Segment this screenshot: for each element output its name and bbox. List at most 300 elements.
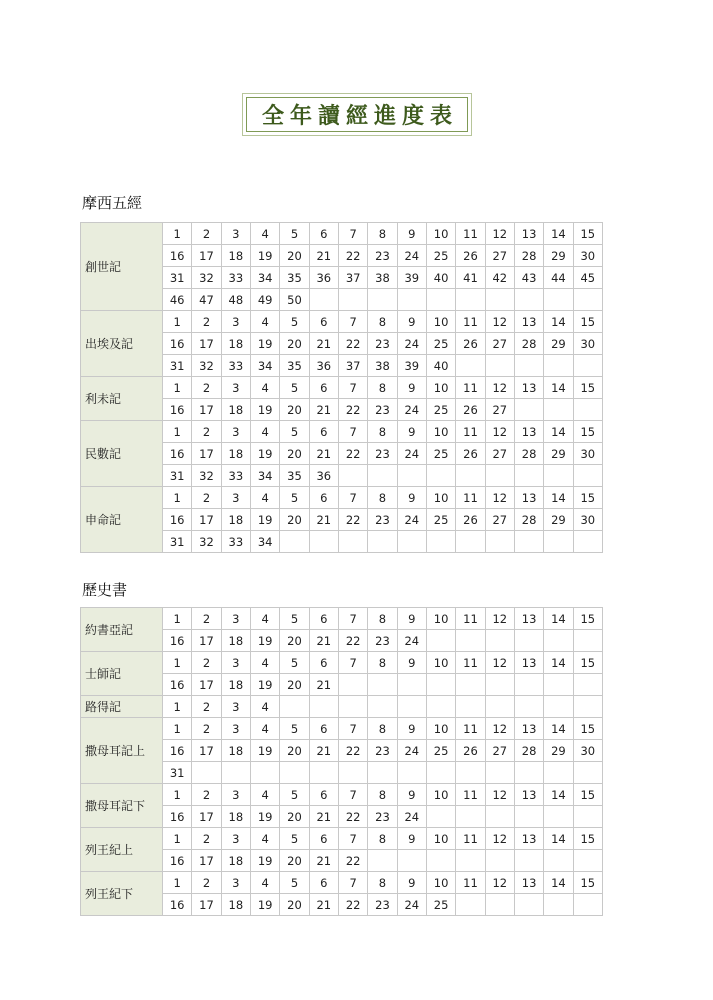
chapter-checkbox-cell[interactable]: 13 (514, 652, 543, 674)
chapter-checkbox-cell[interactable]: 8 (368, 652, 397, 674)
chapter-checkbox-cell[interactable]: 9 (397, 828, 426, 850)
chapter-checkbox-cell[interactable]: 4 (250, 828, 279, 850)
chapter-checkbox-cell[interactable]: 23 (368, 245, 397, 267)
chapter-checkbox-cell[interactable]: 7 (338, 872, 367, 894)
chapter-checkbox-cell[interactable]: 18 (221, 674, 250, 696)
chapter-checkbox-cell[interactable]: 16 (163, 509, 192, 531)
chapter-checkbox-cell[interactable]: 26 (456, 245, 485, 267)
chapter-checkbox-cell[interactable]: 29 (544, 333, 573, 355)
chapter-checkbox-cell[interactable]: 12 (485, 223, 514, 245)
chapter-checkbox-cell[interactable]: 15 (573, 784, 602, 806)
chapter-checkbox-cell[interactable]: 17 (192, 740, 221, 762)
chapter-checkbox-cell[interactable]: 29 (544, 245, 573, 267)
chapter-checkbox-cell[interactable]: 20 (280, 740, 309, 762)
chapter-checkbox-cell[interactable]: 26 (456, 333, 485, 355)
chapter-checkbox-cell[interactable]: 2 (192, 377, 221, 399)
chapter-checkbox-cell[interactable]: 28 (514, 443, 543, 465)
chapter-checkbox-cell[interactable]: 5 (280, 828, 309, 850)
chapter-checkbox-cell[interactable]: 22 (338, 894, 367, 916)
chapter-checkbox-cell[interactable]: 18 (221, 894, 250, 916)
chapter-checkbox-cell[interactable]: 15 (573, 652, 602, 674)
chapter-checkbox-cell[interactable]: 29 (544, 443, 573, 465)
chapter-checkbox-cell[interactable]: 14 (544, 377, 573, 399)
chapter-checkbox-cell[interactable]: 20 (280, 806, 309, 828)
chapter-checkbox-cell[interactable]: 6 (309, 872, 338, 894)
chapter-checkbox-cell[interactable]: 19 (250, 245, 279, 267)
chapter-checkbox-cell[interactable]: 31 (163, 762, 192, 784)
chapter-checkbox-cell[interactable]: 2 (192, 872, 221, 894)
chapter-checkbox-cell[interactable]: 27 (485, 333, 514, 355)
chapter-checkbox-cell[interactable]: 21 (309, 806, 338, 828)
chapter-checkbox-cell[interactable]: 21 (309, 399, 338, 421)
chapter-checkbox-cell[interactable]: 27 (485, 245, 514, 267)
chapter-checkbox-cell[interactable]: 34 (250, 465, 279, 487)
chapter-checkbox-cell[interactable]: 16 (163, 443, 192, 465)
chapter-checkbox-cell[interactable]: 34 (250, 355, 279, 377)
chapter-checkbox-cell[interactable]: 13 (514, 421, 543, 443)
chapter-checkbox-cell[interactable]: 2 (192, 696, 221, 718)
chapter-checkbox-cell[interactable]: 2 (192, 421, 221, 443)
chapter-checkbox-cell[interactable]: 10 (426, 784, 455, 806)
chapter-checkbox-cell[interactable]: 12 (485, 784, 514, 806)
chapter-checkbox-cell[interactable]: 28 (514, 509, 543, 531)
chapter-checkbox-cell[interactable]: 36 (309, 355, 338, 377)
chapter-checkbox-cell[interactable]: 3 (221, 718, 250, 740)
chapter-checkbox-cell[interactable]: 4 (250, 487, 279, 509)
chapter-checkbox-cell[interactable]: 35 (280, 465, 309, 487)
chapter-checkbox-cell[interactable]: 30 (573, 443, 602, 465)
chapter-checkbox-cell[interactable]: 5 (280, 718, 309, 740)
chapter-checkbox-cell[interactable]: 28 (514, 333, 543, 355)
chapter-checkbox-cell[interactable]: 9 (397, 872, 426, 894)
chapter-checkbox-cell[interactable]: 19 (250, 740, 279, 762)
chapter-checkbox-cell[interactable]: 6 (309, 421, 338, 443)
chapter-checkbox-cell[interactable]: 4 (250, 784, 279, 806)
chapter-checkbox-cell[interactable]: 3 (221, 696, 250, 718)
chapter-checkbox-cell[interactable]: 24 (397, 399, 426, 421)
chapter-checkbox-cell[interactable]: 24 (397, 894, 426, 916)
chapter-checkbox-cell[interactable]: 15 (573, 828, 602, 850)
chapter-checkbox-cell[interactable]: 1 (163, 487, 192, 509)
chapter-checkbox-cell[interactable]: 43 (514, 267, 543, 289)
chapter-checkbox-cell[interactable]: 11 (456, 652, 485, 674)
chapter-checkbox-cell[interactable]: 18 (221, 443, 250, 465)
chapter-checkbox-cell[interactable]: 3 (221, 784, 250, 806)
chapter-checkbox-cell[interactable]: 12 (485, 828, 514, 850)
chapter-checkbox-cell[interactable]: 11 (456, 223, 485, 245)
chapter-checkbox-cell[interactable]: 32 (192, 465, 221, 487)
chapter-checkbox-cell[interactable]: 8 (368, 828, 397, 850)
chapter-checkbox-cell[interactable]: 25 (426, 740, 455, 762)
chapter-checkbox-cell[interactable]: 18 (221, 333, 250, 355)
chapter-checkbox-cell[interactable]: 22 (338, 443, 367, 465)
chapter-checkbox-cell[interactable]: 22 (338, 630, 367, 652)
chapter-checkbox-cell[interactable]: 16 (163, 630, 192, 652)
chapter-checkbox-cell[interactable]: 7 (338, 718, 367, 740)
chapter-checkbox-cell[interactable]: 13 (514, 487, 543, 509)
chapter-checkbox-cell[interactable]: 21 (309, 850, 338, 872)
chapter-checkbox-cell[interactable]: 25 (426, 509, 455, 531)
chapter-checkbox-cell[interactable]: 30 (573, 245, 602, 267)
chapter-checkbox-cell[interactable]: 8 (368, 718, 397, 740)
chapter-checkbox-cell[interactable]: 30 (573, 509, 602, 531)
chapter-checkbox-cell[interactable]: 15 (573, 311, 602, 333)
chapter-checkbox-cell[interactable]: 28 (514, 740, 543, 762)
chapter-checkbox-cell[interactable]: 15 (573, 377, 602, 399)
chapter-checkbox-cell[interactable]: 23 (368, 399, 397, 421)
chapter-checkbox-cell[interactable]: 3 (221, 828, 250, 850)
chapter-checkbox-cell[interactable]: 10 (426, 828, 455, 850)
chapter-checkbox-cell[interactable]: 39 (397, 355, 426, 377)
chapter-checkbox-cell[interactable]: 4 (250, 608, 279, 630)
chapter-checkbox-cell[interactable]: 2 (192, 828, 221, 850)
chapter-checkbox-cell[interactable]: 17 (192, 333, 221, 355)
chapter-checkbox-cell[interactable]: 8 (368, 377, 397, 399)
chapter-checkbox-cell[interactable]: 20 (280, 850, 309, 872)
chapter-checkbox-cell[interactable]: 21 (309, 740, 338, 762)
chapter-checkbox-cell[interactable]: 45 (573, 267, 602, 289)
chapter-checkbox-cell[interactable]: 49 (250, 289, 279, 311)
chapter-checkbox-cell[interactable]: 20 (280, 509, 309, 531)
chapter-checkbox-cell[interactable]: 17 (192, 399, 221, 421)
chapter-checkbox-cell[interactable]: 19 (250, 399, 279, 421)
chapter-checkbox-cell[interactable]: 9 (397, 784, 426, 806)
chapter-checkbox-cell[interactable]: 30 (573, 740, 602, 762)
chapter-checkbox-cell[interactable]: 5 (280, 487, 309, 509)
chapter-checkbox-cell[interactable]: 14 (544, 652, 573, 674)
chapter-checkbox-cell[interactable]: 19 (250, 894, 279, 916)
chapter-checkbox-cell[interactable]: 24 (397, 509, 426, 531)
chapter-checkbox-cell[interactable]: 19 (250, 333, 279, 355)
chapter-checkbox-cell[interactable]: 26 (456, 399, 485, 421)
chapter-checkbox-cell[interactable]: 7 (338, 311, 367, 333)
chapter-checkbox-cell[interactable]: 33 (221, 465, 250, 487)
chapter-checkbox-cell[interactable]: 22 (338, 850, 367, 872)
chapter-checkbox-cell[interactable]: 16 (163, 894, 192, 916)
chapter-checkbox-cell[interactable]: 9 (397, 421, 426, 443)
chapter-checkbox-cell[interactable]: 6 (309, 784, 338, 806)
chapter-checkbox-cell[interactable]: 9 (397, 487, 426, 509)
chapter-checkbox-cell[interactable]: 6 (309, 377, 338, 399)
chapter-checkbox-cell[interactable]: 7 (338, 223, 367, 245)
chapter-checkbox-cell[interactable]: 1 (163, 223, 192, 245)
chapter-checkbox-cell[interactable]: 1 (163, 784, 192, 806)
chapter-checkbox-cell[interactable]: 10 (426, 487, 455, 509)
chapter-checkbox-cell[interactable]: 10 (426, 377, 455, 399)
chapter-checkbox-cell[interactable]: 19 (250, 630, 279, 652)
chapter-checkbox-cell[interactable]: 31 (163, 267, 192, 289)
chapter-checkbox-cell[interactable]: 17 (192, 850, 221, 872)
chapter-checkbox-cell[interactable]: 11 (456, 487, 485, 509)
chapter-checkbox-cell[interactable]: 5 (280, 421, 309, 443)
chapter-checkbox-cell[interactable]: 19 (250, 806, 279, 828)
chapter-checkbox-cell[interactable]: 14 (544, 223, 573, 245)
chapter-checkbox-cell[interactable]: 23 (368, 630, 397, 652)
chapter-checkbox-cell[interactable]: 12 (485, 608, 514, 630)
chapter-checkbox-cell[interactable]: 16 (163, 333, 192, 355)
chapter-checkbox-cell[interactable]: 32 (192, 531, 221, 553)
chapter-checkbox-cell[interactable]: 13 (514, 223, 543, 245)
chapter-checkbox-cell[interactable]: 17 (192, 509, 221, 531)
chapter-checkbox-cell[interactable]: 23 (368, 443, 397, 465)
chapter-checkbox-cell[interactable]: 35 (280, 267, 309, 289)
chapter-checkbox-cell[interactable]: 2 (192, 311, 221, 333)
chapter-checkbox-cell[interactable]: 9 (397, 718, 426, 740)
chapter-checkbox-cell[interactable]: 23 (368, 740, 397, 762)
chapter-checkbox-cell[interactable]: 19 (250, 443, 279, 465)
chapter-checkbox-cell[interactable]: 40 (426, 267, 455, 289)
chapter-checkbox-cell[interactable]: 16 (163, 674, 192, 696)
chapter-checkbox-cell[interactable]: 21 (309, 245, 338, 267)
chapter-checkbox-cell[interactable]: 5 (280, 223, 309, 245)
chapter-checkbox-cell[interactable]: 3 (221, 421, 250, 443)
chapter-checkbox-cell[interactable]: 25 (426, 245, 455, 267)
chapter-checkbox-cell[interactable]: 10 (426, 421, 455, 443)
chapter-checkbox-cell[interactable]: 23 (368, 806, 397, 828)
chapter-checkbox-cell[interactable]: 19 (250, 850, 279, 872)
chapter-checkbox-cell[interactable]: 12 (485, 652, 514, 674)
chapter-checkbox-cell[interactable]: 5 (280, 608, 309, 630)
chapter-checkbox-cell[interactable]: 11 (456, 872, 485, 894)
chapter-checkbox-cell[interactable]: 21 (309, 509, 338, 531)
chapter-checkbox-cell[interactable]: 18 (221, 399, 250, 421)
chapter-checkbox-cell[interactable]: 35 (280, 355, 309, 377)
chapter-checkbox-cell[interactable]: 11 (456, 784, 485, 806)
chapter-checkbox-cell[interactable]: 31 (163, 531, 192, 553)
chapter-checkbox-cell[interactable]: 17 (192, 674, 221, 696)
chapter-checkbox-cell[interactable]: 20 (280, 630, 309, 652)
chapter-checkbox-cell[interactable]: 19 (250, 509, 279, 531)
chapter-checkbox-cell[interactable]: 25 (426, 894, 455, 916)
chapter-checkbox-cell[interactable]: 20 (280, 399, 309, 421)
chapter-checkbox-cell[interactable]: 6 (309, 223, 338, 245)
chapter-checkbox-cell[interactable]: 2 (192, 223, 221, 245)
chapter-checkbox-cell[interactable]: 11 (456, 718, 485, 740)
chapter-checkbox-cell[interactable]: 15 (573, 487, 602, 509)
chapter-checkbox-cell[interactable]: 4 (250, 872, 279, 894)
chapter-checkbox-cell[interactable]: 4 (250, 377, 279, 399)
chapter-checkbox-cell[interactable]: 16 (163, 245, 192, 267)
chapter-checkbox-cell[interactable]: 7 (338, 421, 367, 443)
chapter-checkbox-cell[interactable]: 17 (192, 245, 221, 267)
chapter-checkbox-cell[interactable]: 15 (573, 872, 602, 894)
chapter-checkbox-cell[interactable]: 31 (163, 465, 192, 487)
chapter-checkbox-cell[interactable]: 24 (397, 245, 426, 267)
chapter-checkbox-cell[interactable]: 13 (514, 311, 543, 333)
chapter-checkbox-cell[interactable]: 33 (221, 267, 250, 289)
chapter-checkbox-cell[interactable]: 6 (309, 608, 338, 630)
chapter-checkbox-cell[interactable]: 14 (544, 487, 573, 509)
chapter-checkbox-cell[interactable]: 24 (397, 443, 426, 465)
chapter-checkbox-cell[interactable]: 41 (456, 267, 485, 289)
chapter-checkbox-cell[interactable]: 3 (221, 223, 250, 245)
chapter-checkbox-cell[interactable]: 37 (338, 355, 367, 377)
chapter-checkbox-cell[interactable]: 1 (163, 311, 192, 333)
chapter-checkbox-cell[interactable]: 29 (544, 740, 573, 762)
chapter-checkbox-cell[interactable]: 7 (338, 828, 367, 850)
chapter-checkbox-cell[interactable]: 8 (368, 608, 397, 630)
chapter-checkbox-cell[interactable]: 12 (485, 487, 514, 509)
chapter-checkbox-cell[interactable]: 10 (426, 311, 455, 333)
chapter-checkbox-cell[interactable]: 11 (456, 608, 485, 630)
chapter-checkbox-cell[interactable]: 10 (426, 223, 455, 245)
chapter-checkbox-cell[interactable]: 9 (397, 652, 426, 674)
chapter-checkbox-cell[interactable]: 13 (514, 377, 543, 399)
chapter-checkbox-cell[interactable]: 8 (368, 487, 397, 509)
chapter-checkbox-cell[interactable]: 18 (221, 509, 250, 531)
chapter-checkbox-cell[interactable]: 14 (544, 421, 573, 443)
chapter-checkbox-cell[interactable]: 3 (221, 608, 250, 630)
chapter-checkbox-cell[interactable]: 27 (485, 740, 514, 762)
chapter-checkbox-cell[interactable]: 10 (426, 608, 455, 630)
chapter-checkbox-cell[interactable]: 1 (163, 696, 192, 718)
chapter-checkbox-cell[interactable]: 8 (368, 223, 397, 245)
chapter-checkbox-cell[interactable]: 12 (485, 421, 514, 443)
chapter-checkbox-cell[interactable]: 10 (426, 872, 455, 894)
chapter-checkbox-cell[interactable]: 16 (163, 740, 192, 762)
chapter-checkbox-cell[interactable]: 14 (544, 828, 573, 850)
chapter-checkbox-cell[interactable]: 28 (514, 245, 543, 267)
chapter-checkbox-cell[interactable]: 34 (250, 267, 279, 289)
chapter-checkbox-cell[interactable]: 21 (309, 443, 338, 465)
chapter-checkbox-cell[interactable]: 22 (338, 399, 367, 421)
chapter-checkbox-cell[interactable]: 11 (456, 311, 485, 333)
chapter-checkbox-cell[interactable]: 12 (485, 718, 514, 740)
chapter-checkbox-cell[interactable]: 7 (338, 652, 367, 674)
chapter-checkbox-cell[interactable]: 6 (309, 311, 338, 333)
chapter-checkbox-cell[interactable]: 36 (309, 465, 338, 487)
chapter-checkbox-cell[interactable]: 4 (250, 311, 279, 333)
chapter-checkbox-cell[interactable]: 5 (280, 311, 309, 333)
chapter-checkbox-cell[interactable]: 8 (368, 311, 397, 333)
chapter-checkbox-cell[interactable]: 37 (338, 267, 367, 289)
chapter-checkbox-cell[interactable]: 46 (163, 289, 192, 311)
chapter-checkbox-cell[interactable]: 21 (309, 630, 338, 652)
chapter-checkbox-cell[interactable]: 21 (309, 674, 338, 696)
chapter-checkbox-cell[interactable]: 5 (280, 652, 309, 674)
chapter-checkbox-cell[interactable]: 2 (192, 652, 221, 674)
chapter-checkbox-cell[interactable]: 16 (163, 850, 192, 872)
chapter-checkbox-cell[interactable]: 27 (485, 443, 514, 465)
chapter-checkbox-cell[interactable]: 18 (221, 245, 250, 267)
chapter-checkbox-cell[interactable]: 1 (163, 421, 192, 443)
chapter-checkbox-cell[interactable]: 32 (192, 267, 221, 289)
chapter-checkbox-cell[interactable]: 18 (221, 850, 250, 872)
chapter-checkbox-cell[interactable]: 9 (397, 377, 426, 399)
chapter-checkbox-cell[interactable]: 22 (338, 509, 367, 531)
chapter-checkbox-cell[interactable]: 22 (338, 806, 367, 828)
chapter-checkbox-cell[interactable]: 2 (192, 718, 221, 740)
chapter-checkbox-cell[interactable]: 25 (426, 333, 455, 355)
chapter-checkbox-cell[interactable]: 3 (221, 652, 250, 674)
chapter-checkbox-cell[interactable]: 21 (309, 333, 338, 355)
chapter-checkbox-cell[interactable]: 1 (163, 652, 192, 674)
chapter-checkbox-cell[interactable]: 34 (250, 531, 279, 553)
chapter-checkbox-cell[interactable]: 4 (250, 223, 279, 245)
chapter-checkbox-cell[interactable]: 1 (163, 608, 192, 630)
chapter-checkbox-cell[interactable]: 50 (280, 289, 309, 311)
chapter-checkbox-cell[interactable]: 33 (221, 355, 250, 377)
chapter-checkbox-cell[interactable]: 14 (544, 872, 573, 894)
chapter-checkbox-cell[interactable]: 11 (456, 421, 485, 443)
chapter-checkbox-cell[interactable]: 27 (485, 509, 514, 531)
chapter-checkbox-cell[interactable]: 32 (192, 355, 221, 377)
chapter-checkbox-cell[interactable]: 1 (163, 872, 192, 894)
chapter-checkbox-cell[interactable]: 26 (456, 740, 485, 762)
chapter-checkbox-cell[interactable]: 11 (456, 828, 485, 850)
chapter-checkbox-cell[interactable]: 18 (221, 630, 250, 652)
chapter-checkbox-cell[interactable]: 20 (280, 333, 309, 355)
chapter-checkbox-cell[interactable]: 20 (280, 443, 309, 465)
chapter-checkbox-cell[interactable]: 12 (485, 872, 514, 894)
chapter-checkbox-cell[interactable]: 20 (280, 245, 309, 267)
chapter-checkbox-cell[interactable]: 21 (309, 894, 338, 916)
chapter-checkbox-cell[interactable]: 47 (192, 289, 221, 311)
chapter-checkbox-cell[interactable]: 22 (338, 333, 367, 355)
chapter-checkbox-cell[interactable]: 14 (544, 784, 573, 806)
chapter-checkbox-cell[interactable]: 3 (221, 377, 250, 399)
chapter-checkbox-cell[interactable]: 6 (309, 652, 338, 674)
chapter-checkbox-cell[interactable]: 1 (163, 718, 192, 740)
chapter-checkbox-cell[interactable]: 9 (397, 223, 426, 245)
chapter-checkbox-cell[interactable]: 24 (397, 630, 426, 652)
chapter-checkbox-cell[interactable]: 25 (426, 443, 455, 465)
chapter-checkbox-cell[interactable]: 18 (221, 740, 250, 762)
chapter-checkbox-cell[interactable]: 20 (280, 674, 309, 696)
chapter-checkbox-cell[interactable]: 27 (485, 399, 514, 421)
chapter-checkbox-cell[interactable]: 13 (514, 784, 543, 806)
chapter-checkbox-cell[interactable]: 8 (368, 784, 397, 806)
chapter-checkbox-cell[interactable]: 10 (426, 718, 455, 740)
chapter-checkbox-cell[interactable]: 10 (426, 652, 455, 674)
chapter-checkbox-cell[interactable]: 13 (514, 872, 543, 894)
chapter-checkbox-cell[interactable]: 25 (426, 399, 455, 421)
chapter-checkbox-cell[interactable]: 7 (338, 377, 367, 399)
chapter-checkbox-cell[interactable]: 17 (192, 443, 221, 465)
chapter-checkbox-cell[interactable]: 14 (544, 311, 573, 333)
chapter-checkbox-cell[interactable]: 26 (456, 509, 485, 531)
chapter-checkbox-cell[interactable]: 7 (338, 608, 367, 630)
chapter-checkbox-cell[interactable]: 17 (192, 630, 221, 652)
chapter-checkbox-cell[interactable]: 15 (573, 608, 602, 630)
chapter-checkbox-cell[interactable]: 33 (221, 531, 250, 553)
chapter-checkbox-cell[interactable]: 31 (163, 355, 192, 377)
chapter-checkbox-cell[interactable]: 13 (514, 828, 543, 850)
chapter-checkbox-cell[interactable]: 44 (544, 267, 573, 289)
chapter-checkbox-cell[interactable]: 2 (192, 608, 221, 630)
chapter-checkbox-cell[interactable]: 24 (397, 333, 426, 355)
chapter-checkbox-cell[interactable]: 22 (338, 740, 367, 762)
chapter-checkbox-cell[interactable]: 36 (309, 267, 338, 289)
chapter-checkbox-cell[interactable]: 4 (250, 652, 279, 674)
chapter-checkbox-cell[interactable]: 8 (368, 872, 397, 894)
chapter-checkbox-cell[interactable]: 5 (280, 377, 309, 399)
chapter-checkbox-cell[interactable]: 23 (368, 894, 397, 916)
chapter-checkbox-cell[interactable]: 1 (163, 377, 192, 399)
chapter-checkbox-cell[interactable]: 15 (573, 421, 602, 443)
chapter-checkbox-cell[interactable]: 39 (397, 267, 426, 289)
chapter-checkbox-cell[interactable]: 40 (426, 355, 455, 377)
chapter-checkbox-cell[interactable]: 6 (309, 718, 338, 740)
chapter-checkbox-cell[interactable]: 24 (397, 740, 426, 762)
chapter-checkbox-cell[interactable]: 3 (221, 487, 250, 509)
chapter-checkbox-cell[interactable]: 4 (250, 421, 279, 443)
chapter-checkbox-cell[interactable]: 9 (397, 311, 426, 333)
chapter-checkbox-cell[interactable]: 16 (163, 399, 192, 421)
chapter-checkbox-cell[interactable]: 38 (368, 355, 397, 377)
chapter-checkbox-cell[interactable]: 15 (573, 718, 602, 740)
chapter-checkbox-cell[interactable]: 20 (280, 894, 309, 916)
